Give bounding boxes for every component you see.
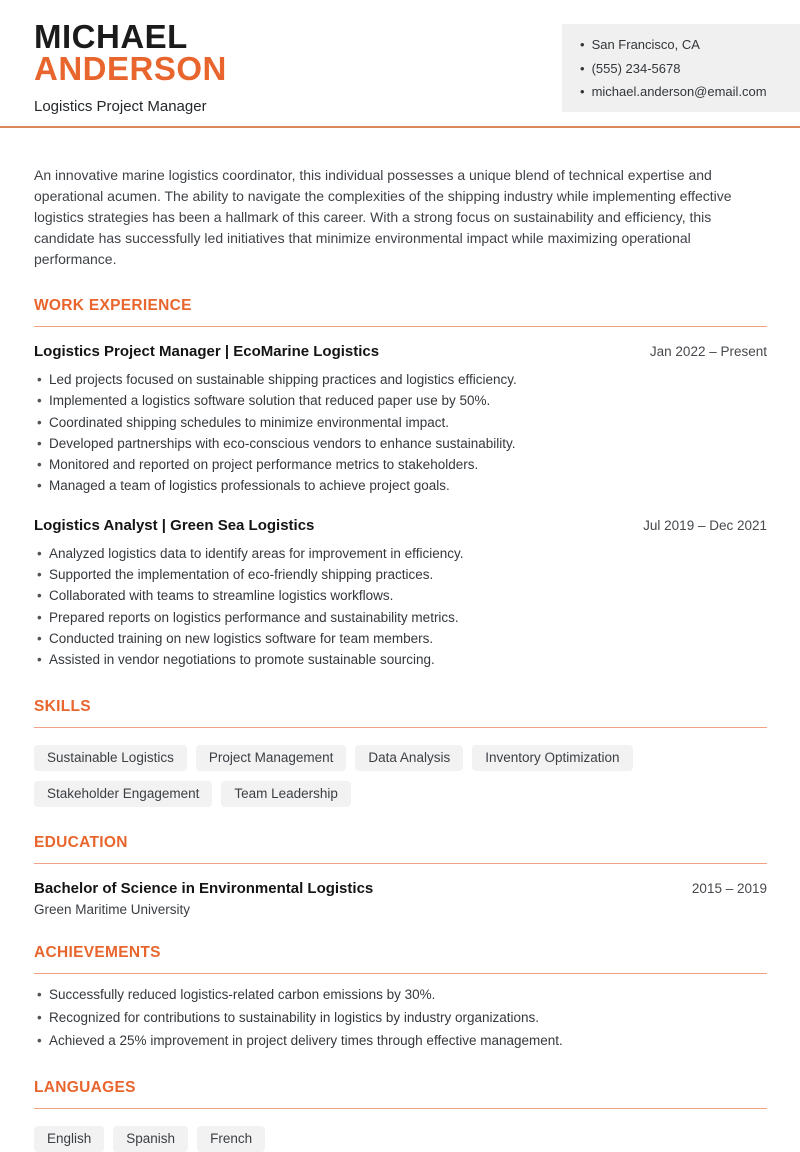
skill-pill: Sustainable Logistics <box>34 745 187 771</box>
section-achievements <box>34 944 767 1052</box>
work-experience-heading: WORK EXPERIENCE <box>34 297 767 327</box>
job-header <box>34 517 767 534</box>
language-pill: Spanish <box>113 1126 188 1152</box>
skill-pill: Data Analysis <box>355 745 463 771</box>
contact-item-text: michael.anderson@email.com <box>591 84 767 99</box>
education-dates: 2015 – 2019 <box>691 880 767 896</box>
summary-paragraph: An innovative marine logistics coordinator, this individual possesses a unique blend of technical expertise and operational acumen. The ability to navigate the complexities of the shipping industry while implementing effective logistics strategies has been a hallmark of this career. With a strong focus on sustainability and efficiency, this candidate has successfully led initiatives that minimize environmental impact while maximizing operational performance. <box>34 167 732 267</box>
section-languages <box>34 1079 767 1152</box>
contact-item <box>580 57 786 81</box>
bullet-item: • Supported the implementation of eco-friendly shipping practices. <box>34 564 767 585</box>
education-entry-header <box>34 880 767 897</box>
skills-list <box>34 745 767 807</box>
bullet-item: • Recognized for contributions to sustainability in logistics by industry organizations. <box>34 1006 767 1029</box>
job-bullet-list <box>34 369 767 497</box>
bullet-icon: • <box>580 37 585 52</box>
bullet-item: • Monitored and reported on project performance metrics to stakeholders. <box>34 454 767 475</box>
header-divider <box>0 126 800 128</box>
contact-list <box>580 33 786 104</box>
education-heading: EDUCATION <box>34 834 767 864</box>
bullet-icon: • <box>580 84 585 99</box>
bullet-item: • Collaborated with teams to streamline logistics workflows. <box>34 585 767 606</box>
job-dates: Jul 2019 – Dec 2021 <box>643 517 767 533</box>
school-name: Green Maritime University <box>34 901 191 917</box>
contact-card <box>562 24 800 112</box>
bullet-item: • Successfully reduced logistics-related carbon emissions by 30%. <box>34 983 767 1006</box>
bullet-icon: • <box>580 60 585 76</box>
resume-body <box>0 165 800 1152</box>
degree-title: Bachelor of Science in Environmental Logistics <box>34 879 374 897</box>
first-name: MICHAEL <box>34 18 188 55</box>
achievements-heading: ACHIEVEMENTS <box>34 944 767 974</box>
bullet-item: • Analyzed logistics data to identify areas for improvement in efficiency. <box>34 543 767 564</box>
bullet-item: • Assisted in vendor negotiations to promote sustainable sourcing. <box>34 649 767 670</box>
languages-heading: LANGUAGES <box>34 1079 767 1109</box>
job-entry <box>34 343 767 497</box>
header <box>0 0 800 126</box>
last-name: ANDERSON <box>34 50 227 87</box>
skill-pill: Stakeholder Engagement <box>34 781 212 807</box>
section-skills <box>34 698 767 807</box>
bullet-item: • Managed a team of logistics professionals to achieve project goals. <box>34 475 767 496</box>
section-work-experience <box>34 297 767 671</box>
bullet-item: • Developed partnerships with eco-conscious vendors to enhance sustainability. <box>34 433 767 454</box>
language-pill: English <box>34 1126 104 1152</box>
skills-heading: SKILLS <box>34 698 767 728</box>
languages-list <box>34 1126 767 1152</box>
headline: Logistics Project Manager <box>34 98 207 115</box>
contact-item <box>580 33 786 57</box>
section-education <box>34 834 767 917</box>
bullet-item: • Implemented a logistics software solution that reduced paper use by 50%. <box>34 390 767 411</box>
job-header <box>34 343 767 360</box>
language-pill: French <box>197 1126 265 1152</box>
contact-item <box>580 80 786 104</box>
bullet-item: • Led projects focused on sustainable shipping practices and logistics efficiency. <box>34 369 767 390</box>
job-dates: Jan 2022 – Present <box>649 344 767 359</box>
skill-pill: Project Management <box>196 745 347 771</box>
achievements-list <box>34 983 767 1052</box>
name-block <box>34 18 227 115</box>
bullet-item: • Achieved a 25% improvement in project delivery times through effective management. <box>34 1029 767 1052</box>
job-title: Logistics Analyst | Green Sea Logistics <box>34 516 315 534</box>
contact-item-text: (555) 234-5678 <box>591 60 681 76</box>
skill-pill: Inventory Optimization <box>472 745 632 771</box>
bullet-item: • Prepared reports on logistics performance and sustainability metrics. <box>34 607 767 628</box>
contact-item-text: San Francisco, CA <box>591 37 700 52</box>
job-title: Logistics Project Manager | EcoMarine Logistics <box>34 343 380 360</box>
bullet-item: • Conducted training on new logistics software for team members. <box>34 628 767 649</box>
skill-pill: Team Leadership <box>221 781 351 807</box>
bullet-item: • Coordinated shipping schedules to minimize environmental impact. <box>34 412 767 433</box>
job-bullet-list <box>34 543 767 671</box>
job-entry <box>34 517 767 671</box>
